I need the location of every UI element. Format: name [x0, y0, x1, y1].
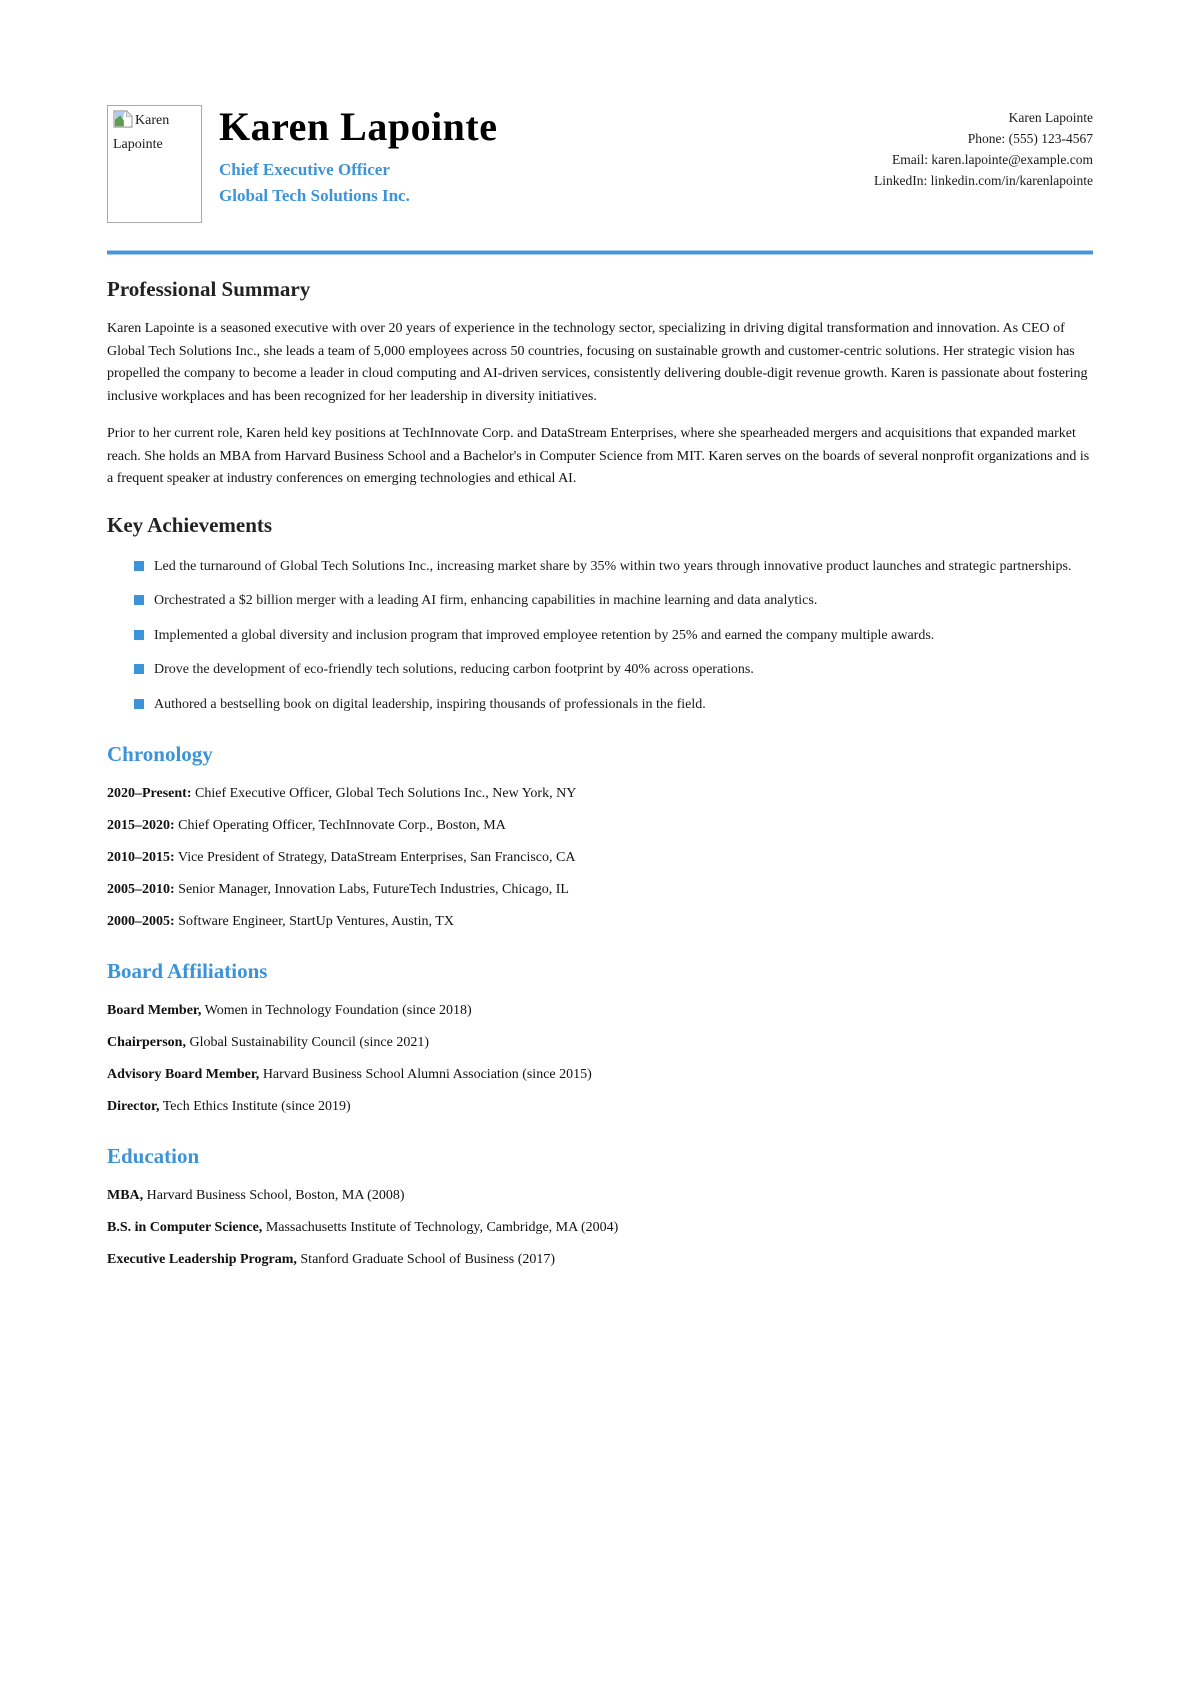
period-label: 2000–2005: [107, 914, 175, 929]
bullet-square-icon [134, 561, 144, 571]
board-heading: Board Affiliations [107, 959, 268, 983]
achievement-text: Authored a bestselling book on digital leadership, inspiring thousands of professionals in the field. [154, 696, 706, 712]
contact-linkedin: LinkedIn: linkedin.com/in/karenlapointe [874, 173, 1093, 188]
role-detail: Harvard Business School Alumni Association (since 2015) [259, 1067, 592, 1082]
person-name: Karen Lapointe [219, 104, 498, 149]
company-name: Global Tech Solutions Inc. [219, 186, 410, 206]
achievement-text: Drove the development of eco-friendly tech solutions, reducing carbon footprint by 40% across operations. [154, 662, 754, 677]
header [107, 105, 1093, 223]
role-label: Director, [107, 1099, 160, 1114]
header-divider [107, 250, 1093, 255]
profile-photo-broken [107, 105, 202, 223]
period-detail: Chief Operating Officer, TechInnovate Corp., Boston, MA [174, 818, 506, 833]
list-item [134, 556, 1093, 579]
summary-heading: Professional Summary [107, 277, 311, 301]
contact-phone: Phone: (555) 123-4567 [967, 131, 1093, 146]
achievements-list [107, 556, 1093, 717]
job-title: Chief Executive Officer [219, 160, 390, 179]
list-item [134, 625, 1093, 648]
chronology-row [107, 783, 1093, 805]
degree-label: Executive Leadership Program, [107, 1252, 297, 1267]
period-label: 2010–2015: [107, 850, 175, 865]
chronology-heading: Chronology [107, 742, 213, 766]
board-row [107, 1032, 1093, 1054]
role-detail: Women in Technology Foundation (since 2018) [201, 1003, 472, 1018]
chronology-row [107, 815, 1093, 837]
degree-detail: Massachusetts Institute of Technology, Cambridge, MA (2004) [262, 1220, 619, 1235]
role-label: Board Member, [107, 1003, 202, 1018]
contact-block [874, 105, 1093, 191]
list-item [134, 659, 1093, 682]
degree-detail: Stanford Graduate School of Business (2017) [296, 1252, 556, 1267]
education-row [107, 1217, 1093, 1239]
identity-block [219, 105, 874, 207]
education-heading: Education [107, 1144, 200, 1168]
summary-paragraph: Karen Lapointe is a seasoned executive with over 20 years of experience in the technology sector, specializing in driving digital transformation and innovation. As CEO of Global Tech Solutions Inc., she leads a team of 5,000 employees across 50 countries, focusing on sustainable growth and customer-centric solutions. Her strategic vision has propelled the company to become a leader in cloud computing and AI-driven services, consistently delivering double-digit revenue growth. Karen is passionate about fostering inclusive workplaces and has been recognized for her leadership in diversity initiatives. [107, 321, 1088, 404]
list-item [134, 694, 1093, 717]
degree-detail: Harvard Business School, Boston, MA (2008) [143, 1188, 405, 1203]
contact-name: Karen Lapointe [1008, 110, 1093, 125]
period-label: 2020–Present: [107, 786, 192, 801]
summary-paragraph: Prior to her current role, Karen held key positions at TechInnovate Corp. and DataStream Enterprises, where she spearheaded mergers and acquisitions that expanded market reach. She holds an MBA from Harvard Business School and a Bachelor's in Computer Science from MIT. Karen serves on the boards of several nonprofit organizations and is a frequent speaker at industry conferences on emerging technologies and ethical AI. [107, 426, 1090, 486]
chronology-row [107, 911, 1093, 933]
chronology-row [107, 847, 1093, 869]
period-detail: Software Engineer, StartUp Ventures, Austin, TX [174, 914, 454, 929]
period-label: 2015–2020: [107, 818, 175, 833]
board-row [107, 1096, 1093, 1118]
bullet-square-icon [134, 595, 144, 605]
bullet-square-icon [134, 630, 144, 640]
education-row [107, 1185, 1093, 1207]
role-label: Advisory Board Member, [107, 1067, 260, 1082]
board-row [107, 1000, 1093, 1022]
period-detail: Senior Manager, Innovation Labs, FutureTech Industries, Chicago, IL [174, 882, 569, 897]
achievements-heading: Key Achievements [107, 512, 273, 537]
degree-label: MBA, [107, 1188, 144, 1203]
broken-image-icon [113, 110, 133, 135]
list-item [134, 590, 1093, 613]
role-detail: Tech Ethics Institute (since 2019) [159, 1099, 351, 1114]
period-detail: Vice President of Strategy, DataStream Enterprises, San Francisco, CA [174, 850, 576, 865]
education-row [107, 1249, 1093, 1271]
degree-label: B.S. in Computer Science, [107, 1220, 263, 1235]
achievement-text: Implemented a global diversity and inclusion program that improved employee retention by 25% and earned the company multiple awards. [154, 627, 935, 643]
role-label: Chairperson, [107, 1035, 186, 1050]
bullet-square-icon [134, 664, 144, 674]
achievement-text: Led the turnaround of Global Tech Solutions Inc., increasing market share by 35% within two years through innovative product launches and strategic partnerships. [154, 558, 1072, 574]
contact-email: Email: karen.lapointe@example.com [892, 152, 1093, 167]
achievement-text: Orchestrated a $2 billion merger with a leading AI firm, enhancing capabilities in machine learning and data analytics. [154, 593, 818, 608]
board-row [107, 1064, 1093, 1086]
chronology-row [107, 879, 1093, 901]
photo-alt-text: Karen Lapointe [113, 113, 170, 153]
period-detail: Chief Executive Officer, Global Tech Solutions Inc., New York, NY [191, 786, 577, 801]
period-label: 2005–2010: [107, 882, 175, 897]
bullet-square-icon [134, 699, 144, 709]
role-detail: Global Sustainability Council (since 2021) [185, 1035, 429, 1050]
